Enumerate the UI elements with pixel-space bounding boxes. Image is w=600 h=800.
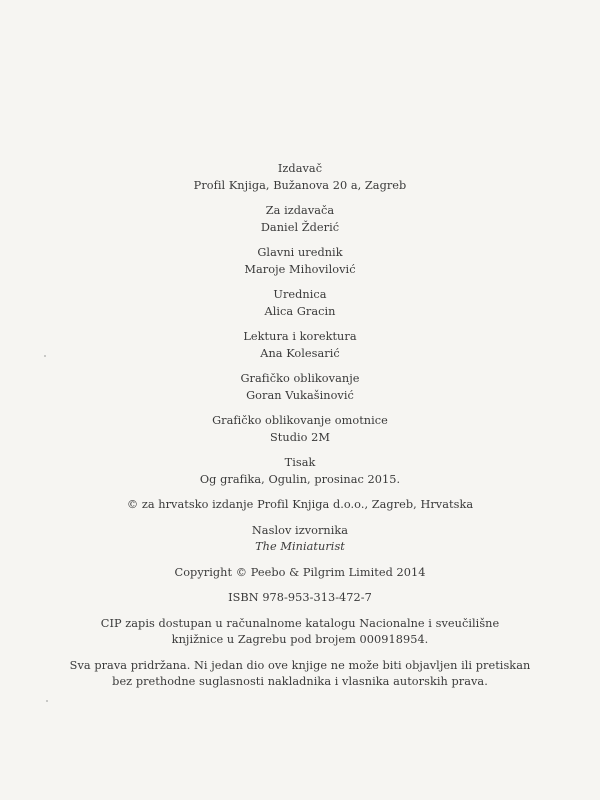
design-heading: Grafičko oblikovanje: [240, 372, 360, 385]
for-publisher-heading: Za izdavača: [265, 204, 335, 217]
copyright-line: Copyright © Peebo & Pilgrim Limited 2014: [174, 565, 426, 579]
original-title: The Miniaturist: [255, 540, 345, 553]
editor-in-chief-block: [0, 245, 600, 278]
cover-design-name: Studio 2M: [270, 430, 330, 444]
rights-line-1: Sva prava pridržana. Ni jedan dio ove knjige ne može biti objavljen ili pretiskan: [69, 658, 531, 672]
editor-heading: Urednica: [273, 288, 327, 301]
original-title-heading: Naslov izvornika: [251, 523, 349, 537]
proofreading-block: [0, 329, 600, 362]
copyright-block: [0, 565, 600, 582]
cip-line-1: CIP zapis dostupan u računalnome katalogu Nacionalne i sveučilišne: [100, 616, 500, 630]
for-publisher-block: [0, 203, 600, 236]
cover-design-heading: Grafičko oblikovanje omotnice: [212, 414, 388, 427]
print-block: [0, 455, 600, 488]
print-heading: Tisak: [284, 456, 316, 469]
original-title-block: [0, 523, 600, 556]
editor-in-chief-heading: Glavni urednik: [257, 246, 343, 259]
paper-speck: [46, 700, 48, 702]
isbn-block: [0, 590, 600, 607]
publisher-heading: Izdavač: [277, 162, 323, 175]
cip-block: [0, 616, 600, 649]
croatian-edition-copyright: © za hrvatsko izdanje Profil Knjiga d.o.o., Zagreb, Hrvatska: [126, 498, 474, 511]
cip-line-2: knjižnice u Zagrebu pod brojem 000918954.: [171, 633, 429, 646]
for-publisher-name: Daniel Žderić: [260, 220, 340, 234]
publisher-block: [0, 161, 600, 194]
editor-block: [0, 287, 600, 320]
publisher-address: Profil Knjiga, Bužanova 20 a, Zagreb: [193, 178, 407, 192]
cover-design-block: [0, 413, 600, 446]
rights-line-2: bez prethodne suglasnosti nakladnika i vlasnika autorskih prava.: [112, 675, 488, 688]
croatian-edition-block: [0, 497, 600, 514]
design-name: Goran Vukašinović: [246, 388, 354, 402]
isbn-line: ISBN 978-953-313-472-7: [228, 591, 372, 604]
rights-block: [0, 658, 600, 691]
proofreading-heading: Lektura i korektura: [243, 330, 357, 343]
colophon-text: [0, 161, 600, 700]
design-block: [0, 371, 600, 404]
editor-in-chief-name: Maroje Mihovilović: [244, 262, 356, 276]
editor-name: Alica Gracin: [264, 304, 336, 318]
print-details: Og grafika, Ogulin, prosinac 2015.: [199, 472, 401, 486]
proofreading-name: Ana Kolesarić: [260, 346, 340, 360]
